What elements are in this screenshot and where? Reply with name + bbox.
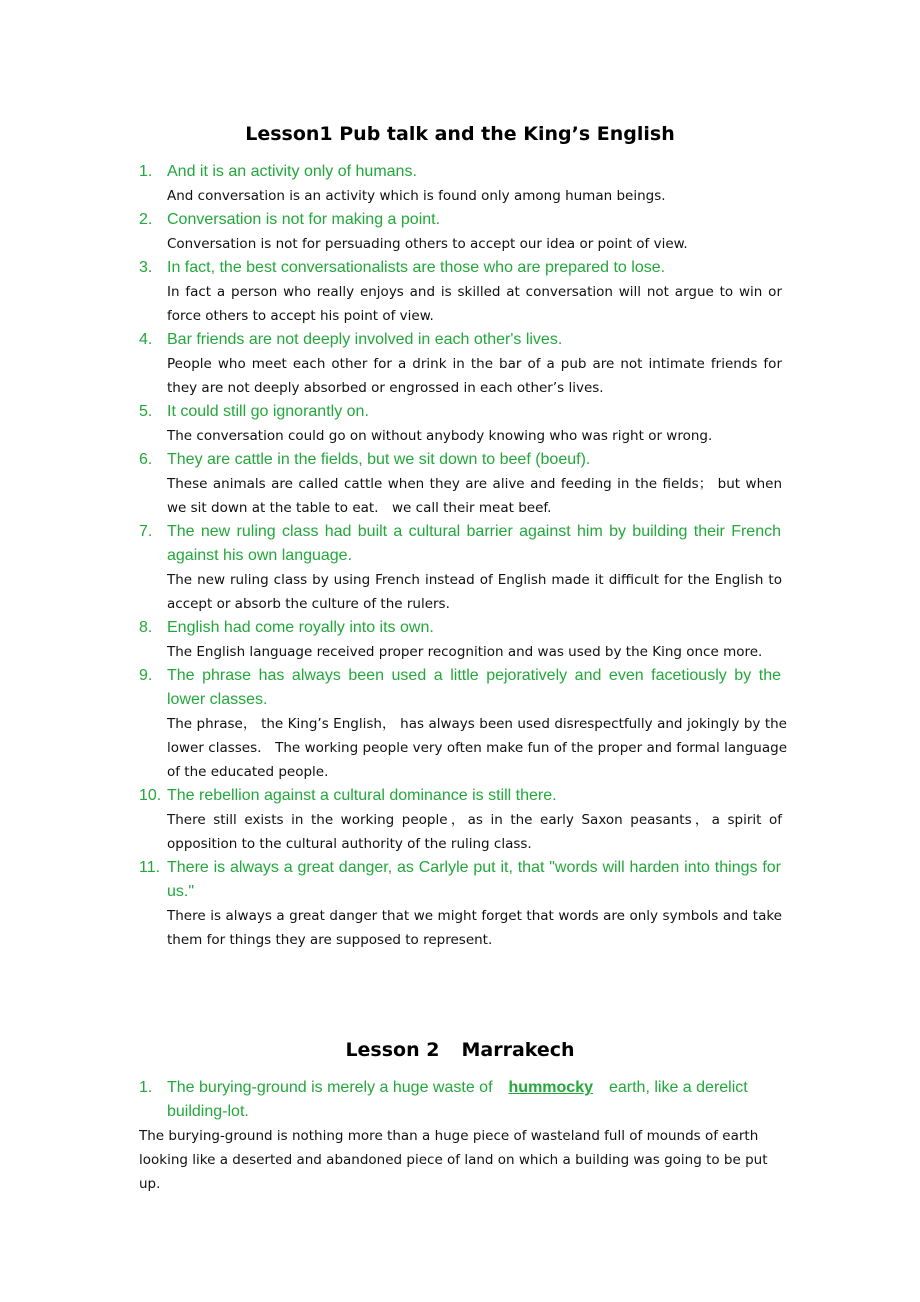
- list-item: [0, 160, 920, 208]
- item-quote: Bar friends are not deeply involved in each other's lives.: [167, 331, 563, 348]
- item-quote: [167, 1076, 767, 1124]
- item-number: 9.: [139, 667, 153, 684]
- item-paraphrase: These animals are called cattle when they are alive and feeding in the fields； but when we sit down at the table to eat． we call their meat beef.: [167, 476, 782, 516]
- highlighted-word: hummocky: [508, 1079, 593, 1096]
- item-paraphrase: The burying-ground is nothing more than a huge piece of wasteland full of mounds of earth looking like a deserted and abandoned piece of land on which a building was going to be put up.: [139, 1128, 768, 1192]
- item-number: 6.: [139, 451, 153, 468]
- quote-text-after: earth, like a derelict building-lot.: [167, 1079, 748, 1120]
- item-quote: Conversation is not for making a point.: [167, 211, 441, 228]
- item-number: 10.: [139, 787, 162, 804]
- item-paraphrase: Conversation is not for persuading others to accept our idea or point of view.: [167, 236, 688, 252]
- item-quote: And it is an activity only of humans.: [167, 163, 417, 180]
- quote-text-before: The burying-ground is merely a huge waste of: [167, 1079, 493, 1096]
- item-quote: The phrase has always been used a little pejoratively and even facetiously by the lower classes.: [167, 667, 781, 708]
- item-paraphrase: The phrase， the King’s English， has always been used disrespectfully and jokingly by the lower classes． The working people very often make fun of the proper and formal language of the educated people.: [167, 716, 787, 780]
- list-item: [0, 856, 920, 952]
- item-number: 1.: [139, 1079, 153, 1096]
- list-item: [0, 208, 920, 256]
- list-item: [0, 784, 920, 856]
- list-item: [0, 664, 920, 784]
- item-number: 1.: [139, 163, 153, 180]
- item-number: 8.: [139, 619, 153, 636]
- item-quote: The rebellion against a cultural dominance is still there.: [167, 787, 557, 804]
- item-quote: The new ruling class had built a cultural barrier against him by building their French against his own language.: [167, 523, 781, 564]
- item-paraphrase: The new ruling class by using French instead of English made it difficult for the English to accept or absorb the culture of the rulers.: [167, 572, 782, 612]
- item-number: 2.: [139, 211, 153, 228]
- item-quote: In fact, the best conversationalists are those who are prepared to lose.: [167, 259, 666, 276]
- list-item: [0, 520, 920, 616]
- list-item: [0, 616, 920, 664]
- lesson2-title-name: Marrakech: [461, 1039, 575, 1061]
- item-number: 7.: [139, 523, 153, 540]
- item-paraphrase: There still exists in the working people，as in the early Saxon peasants，a spirit of opposition to the cultural authority of the ruling class.: [167, 812, 782, 852]
- item-paraphrase: The conversation could go on without anybody knowing who was right or wrong.: [167, 428, 713, 444]
- item-paraphrase: And conversation is an activity which is found only among human beings.: [167, 188, 666, 204]
- list-item: [0, 328, 920, 400]
- lesson2-title-number: Lesson 2: [345, 1039, 440, 1061]
- lesson2-title: [0, 1039, 920, 1061]
- list-item: [0, 1076, 920, 1196]
- item-number: 4.: [139, 331, 153, 348]
- item-paraphrase: In fact a person who really enjoys and is skilled at conversation will not argue to win or force others to accept his point of view.: [167, 284, 782, 324]
- item-paraphrase: There is always a great danger that we might forget that words are only symbols and take them for things they are supposed to represent.: [167, 908, 782, 948]
- item-number: 5.: [139, 403, 153, 420]
- list-item: [0, 448, 920, 520]
- lesson1-list: [0, 160, 920, 952]
- item-quote: They are cattle in the fields, but we sit down to beef (boeuf).: [167, 451, 591, 468]
- item-paraphrase: The English language received proper recognition and was used by the King once more.: [167, 644, 763, 660]
- item-number: 3.: [139, 259, 153, 276]
- lesson2-list: [0, 1076, 920, 1196]
- item-number: 11.: [139, 859, 161, 876]
- item-quote: It could still go ignorantly on.: [167, 403, 369, 420]
- list-item: [0, 256, 920, 328]
- lesson1-title: Lesson1 Pub talk and the King’s English: [245, 123, 675, 145]
- item-quote: English had come royally into its own.: [167, 619, 434, 636]
- list-item: [0, 400, 920, 448]
- item-quote: There is always a great danger, as Carlyle put it, that "words will harden into things for us.": [167, 859, 781, 900]
- item-paraphrase: People who meet each other for a drink in the bar of a pub are not intimate friends for they are not deeply absorbed or engrossed in each other’s lives.: [167, 356, 782, 396]
